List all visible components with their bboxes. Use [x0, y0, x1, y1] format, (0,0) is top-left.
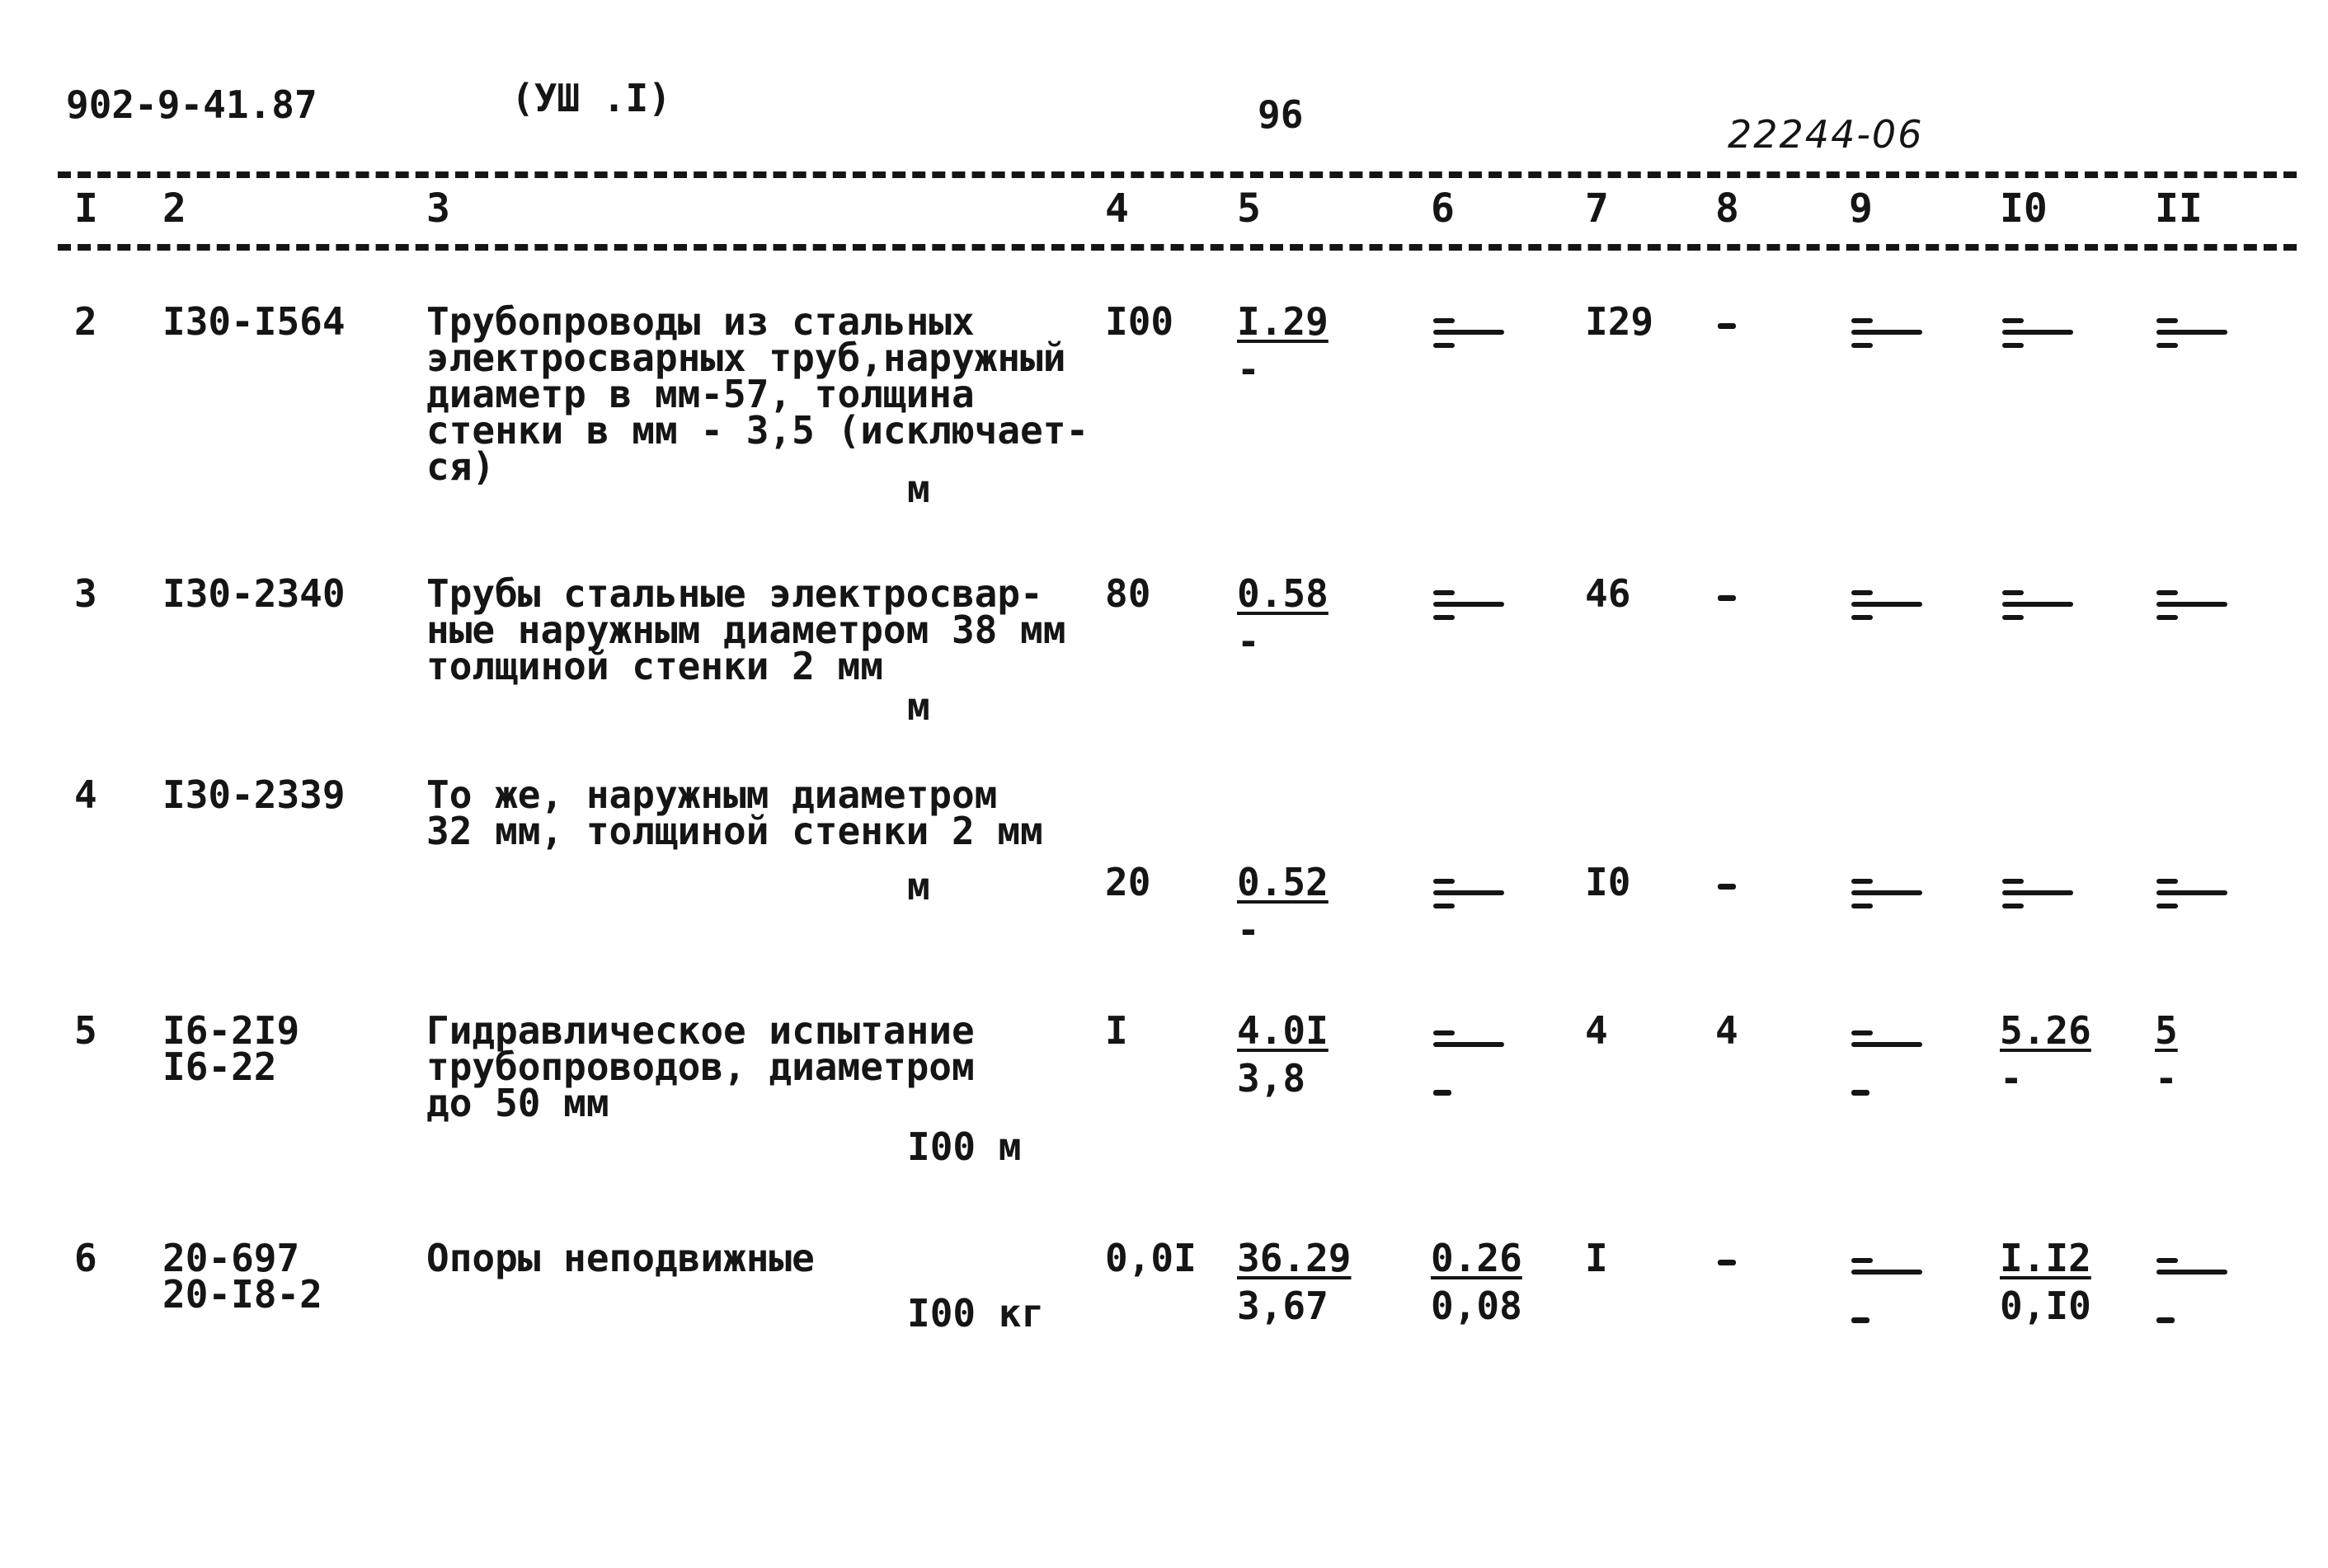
ditto-mark: [2002, 318, 2076, 351]
unit-cost: [1237, 1008, 1329, 1101]
rate-code: I6-2I9 I6-22: [162, 1008, 300, 1089]
dash-mark: [1718, 1260, 1736, 1265]
unit-cost-top: 4.0I: [1237, 1008, 1329, 1053]
column-header-7: 7: [1585, 185, 1609, 232]
ditto-mark: [1433, 318, 1507, 351]
dash-mark: [1718, 595, 1736, 601]
unit-cost-bottom: 3,67: [1237, 1284, 1329, 1328]
ditto-mark: [1851, 590, 1926, 623]
row-number: 2: [74, 299, 97, 344]
unit-of-measure: м: [907, 864, 930, 908]
column-11-bottom: -: [2155, 1056, 2178, 1101]
row-number: 3: [74, 571, 97, 616]
ditto-mark: [1851, 879, 1926, 912]
quantity: 20: [1105, 860, 1151, 904]
unit-cost-bottom: -: [1237, 619, 1260, 664]
total-cost: I0: [1585, 860, 1631, 904]
rate-code: I30-2339: [162, 772, 346, 817]
row-number: 4: [74, 772, 97, 817]
column-header-11: II: [2155, 185, 2203, 232]
column-10-top: I.I2: [2000, 1236, 2091, 1280]
handwritten-stamp: 22244-06: [1728, 112, 1924, 157]
column-6-bottom: 0,08: [1431, 1284, 1522, 1328]
column-6-top: 0.26: [1431, 1236, 1522, 1280]
unit-cost-top: 36.29: [1237, 1236, 1352, 1280]
total-cost: I: [1585, 1236, 1608, 1280]
ditto-mark: [2002, 590, 2076, 623]
unit-of-measure: I00 м: [907, 1124, 1022, 1169]
item-description: То же, наружным диаметром 32 мм, толщиной стенки 2 мм: [426, 772, 1043, 853]
header-bottom-rule: [58, 244, 2297, 251]
ditto-mark: [1851, 318, 1926, 351]
quantity: 0,0I: [1105, 1236, 1197, 1280]
ditto-mark: [1851, 1030, 1926, 1063]
column-header-6: 6: [1431, 185, 1455, 232]
column-10-top: 5.26: [2000, 1008, 2091, 1053]
column-header-8: 8: [1715, 185, 1739, 232]
column-6-value: [1431, 1236, 1522, 1328]
total-cost: 46: [1585, 571, 1631, 616]
ditto-mark: [1433, 879, 1507, 912]
document-code: 902-9-41.87: [66, 82, 317, 127]
row-number: 5: [74, 1008, 97, 1053]
unit-cost-bottom: 3,8: [1237, 1056, 1306, 1101]
rate-code: I30-I564: [162, 299, 346, 344]
column-header-5: 5: [1237, 185, 1261, 232]
unit-cost-bottom: -: [1237, 908, 1260, 952]
dash-mark: [1718, 884, 1736, 890]
column-10-value: [2000, 1236, 2091, 1328]
dash-mark: [1718, 323, 1736, 329]
ditto-mark: [1433, 590, 1507, 623]
ditto-mark: [1433, 1030, 1507, 1063]
column-10-bottom: 0,I0: [2000, 1284, 2091, 1328]
ditto-mark: [2156, 1258, 2231, 1291]
dash-mark: [1851, 1090, 1869, 1096]
column-header-4: 4: [1105, 185, 1129, 232]
unit-cost-top: 0.52: [1237, 860, 1329, 904]
column-header-3: 3: [426, 185, 450, 232]
ditto-mark: [2002, 879, 2076, 912]
column-10-bottom: -: [2000, 1056, 2023, 1101]
total-cost: I29: [1585, 299, 1654, 344]
item-description: Гидравлическое испытание трубопроводов, диаметром до 50 мм: [426, 1008, 975, 1125]
section-label: (УШ .I): [511, 76, 671, 120]
header-top-rule: [58, 171, 2297, 178]
rate-code: I30-2340: [162, 571, 346, 616]
ditto-mark: [2156, 590, 2231, 623]
total-cost: 4: [1585, 1008, 1608, 1053]
unit-cost-bottom: -: [1237, 347, 1260, 392]
ditto-mark: [2156, 879, 2231, 912]
unit-cost: [1237, 571, 1329, 664]
item-description: Трубы стальные электросвар- ные наружным диаметром 38 мм толщиной стенки 2 мм: [426, 571, 1066, 688]
item-description: Опоры неподвижные: [426, 1236, 815, 1280]
rate-code: 20-697 20-I8-2: [162, 1236, 322, 1317]
item-description: Трубопроводы из стальных электросварных труб,наружный диаметр в мм-57, толщина стенки в мм - 3,5 (исключает- ся): [426, 299, 1089, 489]
column-10-value: [2000, 1008, 2091, 1101]
column-8-value: 4: [1715, 1008, 1738, 1053]
unit-of-measure: м: [907, 684, 930, 729]
row-number: 6: [74, 1236, 97, 1280]
unit-cost: [1237, 860, 1329, 952]
unit-cost-top: 0.58: [1237, 571, 1329, 616]
page-number: 96: [1258, 92, 1304, 137]
unit-of-measure: I00 кг: [907, 1291, 1045, 1336]
dash-mark: [2156, 1317, 2175, 1323]
column-header-2: 2: [162, 185, 186, 232]
quantity: 80: [1105, 571, 1151, 616]
unit-cost: [1237, 299, 1329, 392]
quantity: I00: [1105, 299, 1174, 344]
ditto-mark: [2156, 318, 2231, 351]
column-header-9: 9: [1849, 185, 1873, 232]
unit-of-measure: м: [907, 467, 930, 511]
dash-mark: [1433, 1090, 1451, 1096]
column-header-1: I: [74, 185, 98, 232]
unit-cost: [1237, 1236, 1352, 1328]
column-header-10: I0: [2000, 185, 2048, 232]
column-11-value: [2155, 1008, 2178, 1101]
ditto-mark: [1851, 1258, 1926, 1291]
column-11-top: 5: [2155, 1008, 2178, 1053]
quantity: I: [1105, 1008, 1128, 1053]
unit-cost-top: I.29: [1237, 299, 1329, 344]
dash-mark: [1851, 1317, 1869, 1323]
